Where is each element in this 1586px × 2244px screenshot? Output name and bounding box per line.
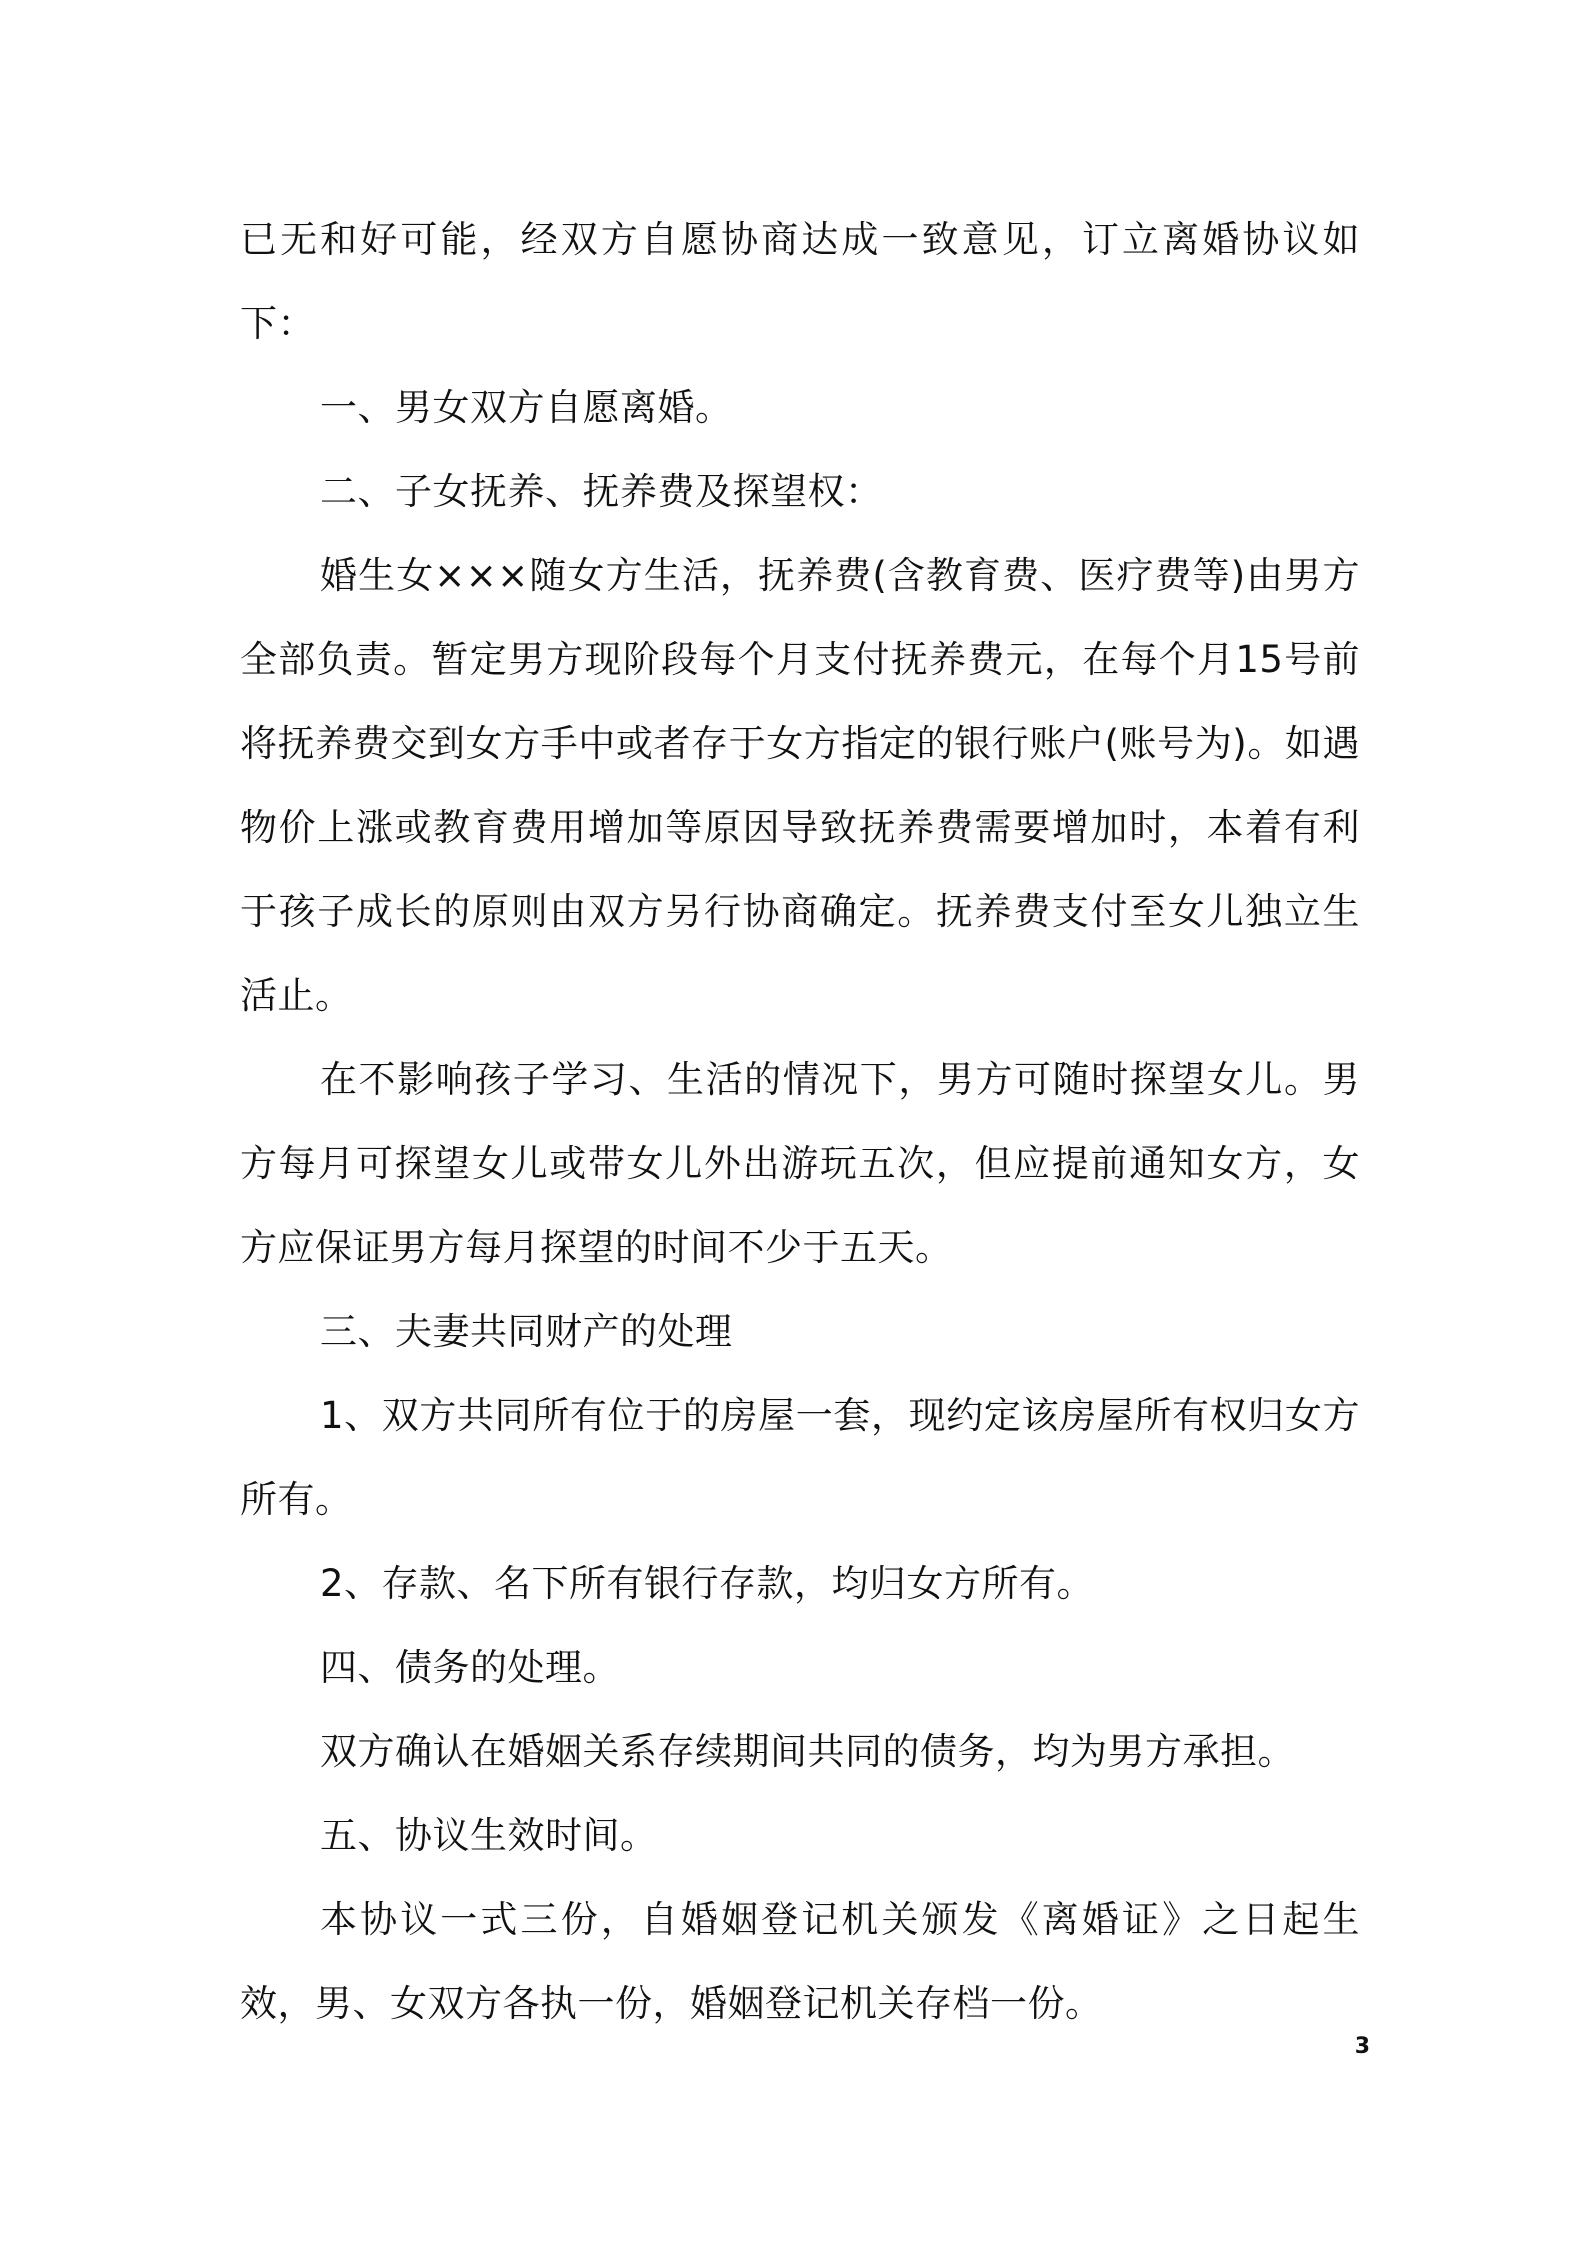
paragraph-debts: 双方确认在婚姻关系存续期间共同的债务，均为男方承担。	[320, 1730, 1295, 1773]
paragraph-property-house: 1、双方共同所有位于的房屋一套，现约定该房屋所有权归女方所有。	[240, 1394, 1360, 1521]
section-heading-property: 三、夫妻共同财产的处理	[320, 1310, 733, 1353]
paragraph-visitation: 在不影响孩子学习、生活的情况下，男方可随时探望女儿。男方每月可探望女儿或带女儿外出游玩五次，但应提前通知女方，女方应保证男方每月探望的时间不少于五天。	[240, 1058, 1360, 1269]
section-heading-effective-date: 五、协议生效时间。	[320, 1814, 658, 1857]
paragraph-property-deposits: 2、存款、名下所有银行存款，均归女方所有。	[320, 1562, 1095, 1605]
document-body	[240, 198, 1360, 2046]
paragraph-effective-date: 本协议一式三份，自婚姻登记机关颁发《离婚证》之日起生效，男、女双方各执一份，婚姻登记机关存档一份。	[240, 1898, 1360, 2025]
section-heading-debts: 四、债务的处理。	[320, 1646, 620, 1689]
paragraph-continuation: 已无和好可能，经双方自愿协商达成一致意见，订立离婚协议如下：	[240, 218, 1360, 345]
paragraph-child-support: 婚生女×××随女方生活，抚养费(含教育费、医疗费等)由男方全部负责。暂定男方现阶段每个月支付抚养费元，在每个月15号前将抚养费交到女方手中或者存于女方指定的银行账户(账号为)。如遇物价上涨或教育费用增加等原因导致抚养费需要增加时，本着有利于孩子成长的原则由双方另行协商确定。抚养费支付至女儿独立生活止。	[240, 554, 1360, 1017]
section-heading-child-custody: 二、子女抚养、抚养费及探望权：	[320, 470, 883, 513]
page-number: 3	[1354, 2034, 1370, 2059]
section-heading-divorce: 一、男女双方自愿离婚。	[320, 386, 733, 429]
